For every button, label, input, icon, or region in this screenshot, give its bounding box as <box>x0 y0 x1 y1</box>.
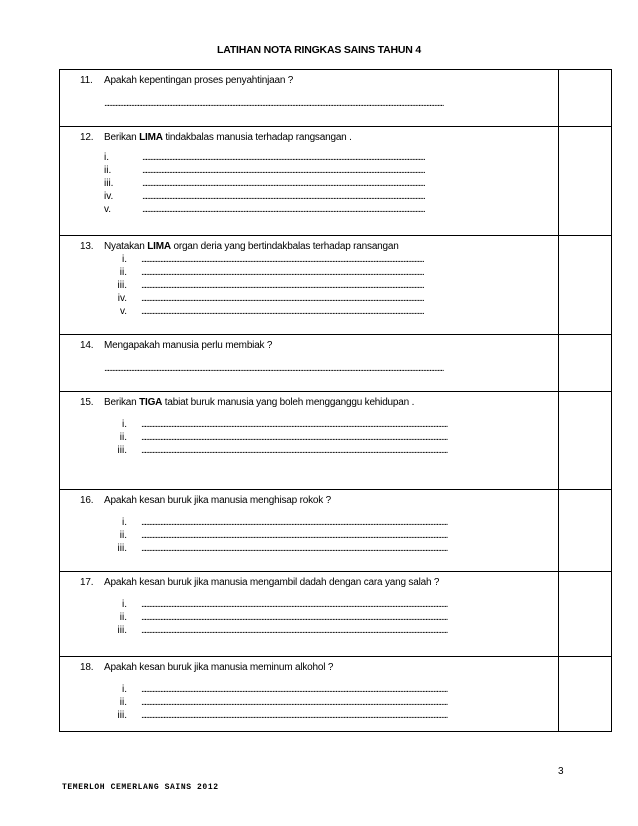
question-text <box>60 657 558 674</box>
question-number: 13. <box>80 241 94 252</box>
question-number: 16. <box>80 495 94 506</box>
answer-item[interactable]: ii. .................................................................................................................................................................................................. <box>60 529 558 542</box>
answer-item[interactable]: i. ................................................................................................................................................................................... <box>60 253 558 266</box>
answer-item[interactable]: i. .................................................................................................................................................................................................. <box>60 418 558 431</box>
question-label: Berikan <box>104 397 140 408</box>
item-numeral: ii. <box>119 612 127 623</box>
item-numeral: ii. <box>119 432 127 443</box>
answer-item[interactable]: ii. ................................................................................................................................................................................... <box>60 266 558 279</box>
mark-cell[interactable] <box>558 236 611 335</box>
item-numeral: iii. <box>117 445 127 456</box>
mark-cell[interactable] <box>558 572 611 657</box>
footer-text: TEMERLOH CEMERLANG SAINS 2012 <box>62 783 219 792</box>
question-number: 17. <box>80 577 94 588</box>
question-row <box>60 335 612 392</box>
item-numeral: ii. <box>104 165 112 176</box>
question-emphasis: TIGA <box>139 397 163 408</box>
question-label: Berikan <box>104 132 140 143</box>
question-label: organ deria yang bertindakbalas terhadap ransangan <box>170 241 399 252</box>
question-label: Mengapakah manusia perlu membiak ? <box>104 340 273 351</box>
item-numeral: iv. <box>104 191 114 202</box>
answer-item[interactable]: iii. .................................................................................................................................................................................................. <box>60 624 558 637</box>
item-numeral: ii. <box>119 530 127 541</box>
question-row <box>60 70 612 127</box>
answer-item[interactable]: iv. ................................................................................................................................................................................... <box>60 292 558 305</box>
item-numeral: i. <box>122 599 127 610</box>
answer-item[interactable]: v. ................................................................................................................................................................................... <box>60 305 558 318</box>
question-number: 14. <box>80 340 94 351</box>
item-numeral: i. <box>122 517 127 528</box>
item-numeral: v. <box>104 204 112 215</box>
answer-item[interactable]: i. .................................................................................................................................................................................................. <box>60 683 558 696</box>
item-numeral: iii. <box>117 625 127 636</box>
answer-line[interactable]: ....................................................................................................................................................................................................................... <box>104 363 444 374</box>
mark-cell[interactable] <box>558 70 611 127</box>
item-numeral: iii. <box>104 178 114 189</box>
item-numeral: i. <box>122 419 127 430</box>
question-number: 15. <box>80 397 94 408</box>
question-text <box>60 127 558 144</box>
question-emphasis: LIMA <box>139 132 163 143</box>
answer-line[interactable]: ....................................................................................................................................................................................................................... <box>104 98 444 109</box>
item-numeral: iii. <box>117 543 127 554</box>
item-numeral: i. <box>122 254 127 265</box>
answer-item[interactable]: ii. .................................................................................................................................................................................................. <box>60 611 558 624</box>
question-row <box>60 392 612 490</box>
mark-cell[interactable] <box>558 392 611 490</box>
answer-item[interactable]: i. .................................................................................................................................................................................................. <box>60 516 558 529</box>
answer-item[interactable]: ii. ................................................................................................................................................................................... <box>104 165 425 176</box>
question-label: Apakah kepentingan proses penyahtinjaan ? <box>104 75 294 86</box>
answer-item[interactable]: iv. ................................................................................................................................................................................... <box>104 191 425 202</box>
question-label: Apakah kesan buruk jika manusia meminum alkohol ? <box>104 662 334 673</box>
answer-item[interactable]: iii. .................................................................................................................................................................................................. <box>60 709 558 722</box>
question-text <box>60 572 558 589</box>
mark-cell[interactable] <box>558 490 611 572</box>
item-numeral: ii. <box>119 267 127 278</box>
answer-item[interactable]: i. ................................................................................................................................................................................... <box>104 152 425 163</box>
answer-item[interactable]: iii. .................................................................................................................................................................................................. <box>60 542 558 555</box>
answer-item[interactable]: iii. ................................................................................................................................................................................... <box>60 279 558 292</box>
item-numeral: iii. <box>117 280 127 291</box>
question-text <box>60 392 558 409</box>
question-label: Apakah kesan buruk jika manusia mengambil dadah dengan cara yang salah ? <box>104 577 440 588</box>
question-number: 18. <box>80 662 94 673</box>
question-label: Nyatakan <box>104 241 148 252</box>
item-numeral: ii. <box>119 697 127 708</box>
question-row <box>60 572 612 657</box>
question-row <box>60 127 612 236</box>
question-text <box>60 490 558 507</box>
item-numeral: i. <box>104 152 109 163</box>
question-number: 11. <box>80 75 93 86</box>
question-text <box>60 70 558 87</box>
question-row <box>60 490 612 572</box>
question-label: tabiat buruk manusia yang boleh mengganggu kehidupan . <box>162 397 415 408</box>
question-row <box>60 236 612 335</box>
question-table <box>59 69 612 732</box>
answer-item[interactable]: v. ................................................................................................................................................................................... <box>104 204 425 215</box>
answer-item[interactable]: i. .................................................................................................................................................................................................. <box>60 598 558 611</box>
page-title: LATIHAN NOTA RINGKAS SAINS TAHUN 4 <box>217 44 421 56</box>
item-numeral: v. <box>119 306 127 317</box>
page-number: 3 <box>558 766 564 777</box>
item-numeral: iv. <box>117 293 127 304</box>
question-text <box>60 335 558 352</box>
mark-cell[interactable] <box>558 335 611 392</box>
answer-item[interactable]: iii. .................................................................................................................................................................................................. <box>60 444 558 457</box>
question-number: 12. <box>80 132 94 143</box>
item-numeral: iii. <box>117 710 127 721</box>
item-numeral: i. <box>122 684 127 695</box>
question-label: Apakah kesan buruk jika manusia menghisap rokok ? <box>104 495 332 506</box>
answer-item[interactable]: ii. .................................................................................................................................................................................................. <box>60 696 558 709</box>
mark-cell[interactable] <box>558 657 611 732</box>
answer-item[interactable]: iii. ................................................................................................................................................................................... <box>104 178 425 189</box>
question-row <box>60 657 612 732</box>
question-emphasis: LIMA <box>147 241 171 252</box>
mark-cell[interactable] <box>558 127 611 236</box>
question-label: tindakbalas manusia terhadap rangsangan . <box>162 132 352 143</box>
answer-item[interactable]: ii. .................................................................................................................................................................................................. <box>60 431 558 444</box>
question-text <box>60 236 558 253</box>
